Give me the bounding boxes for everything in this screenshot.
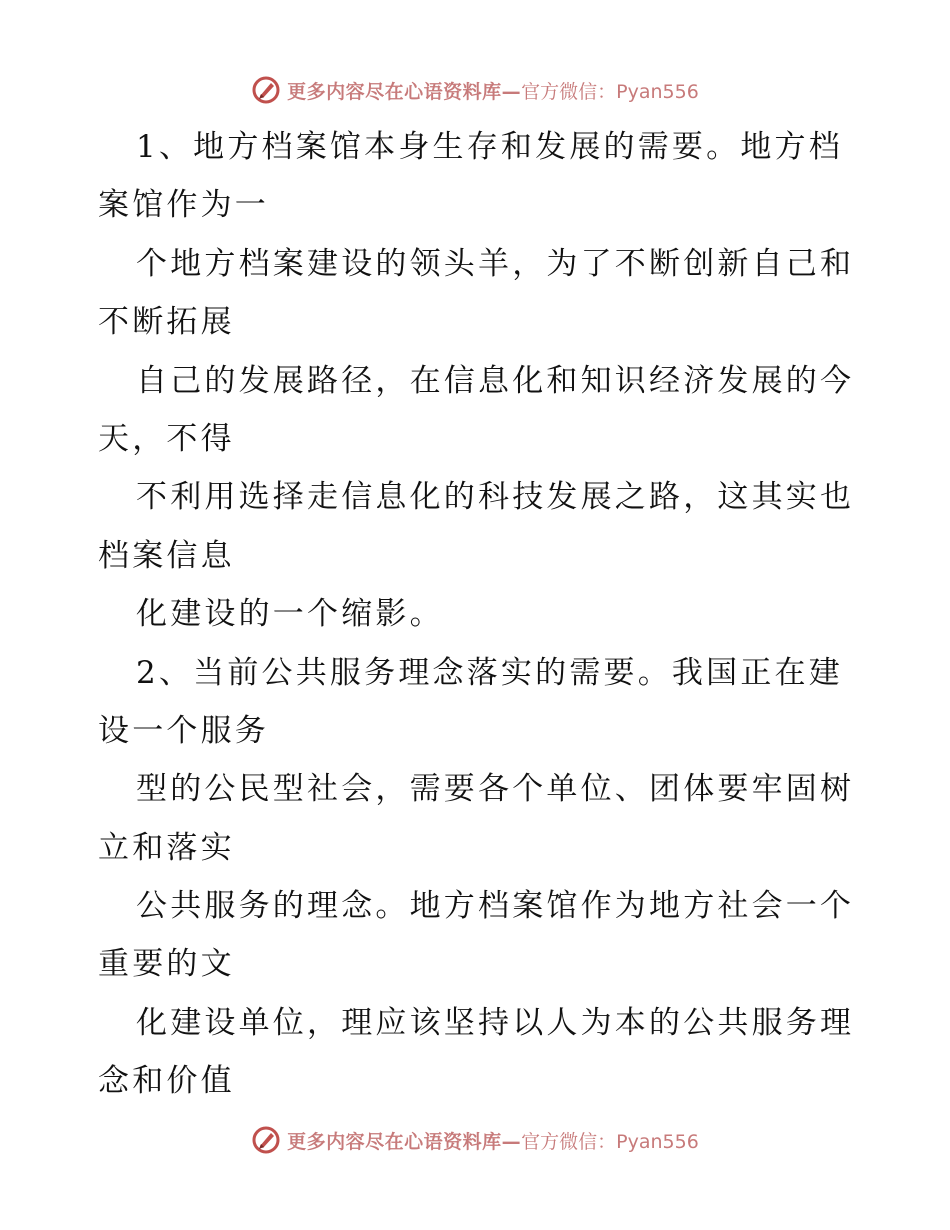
header-banner <box>0 70 950 110</box>
pen-logo-icon <box>251 1125 281 1155</box>
text-line: 档案信息 <box>98 537 235 574</box>
text-line: 不断拓展 <box>98 304 235 341</box>
document-body <box>98 118 858 1111</box>
text-line: 天，不得 <box>98 420 235 457</box>
text-line: 化建设的一个缩影。 <box>136 596 444 633</box>
text-line: 型的公民型社会，需要各个单位、团体要牢固树 <box>136 771 855 808</box>
text-line: 案馆作为一 <box>98 187 269 224</box>
text-line: 公共服务的理念。地方档案馆作为地方社会一个 <box>136 888 855 925</box>
text-line: 个地方档案建设的领头羊，为了不断创新自己和 <box>136 245 855 282</box>
text-line: 2、当前公共服务理念落实的需要。我国正在建 <box>136 654 843 691</box>
text-line: 念和价值 <box>98 1063 235 1100</box>
text-line: 立和落实 <box>98 829 235 866</box>
pen-logo-icon <box>251 75 281 105</box>
text-line: 自己的发展路径，在信息化和知识经济发展的今 <box>136 362 855 399</box>
header-banner-wechat: 官方微信：Pyan556 <box>521 80 699 103</box>
text-line: 化建设单位，理应该坚持以人为本的公共服务理 <box>136 1004 855 1041</box>
text-line: 1、地方档案馆本身生存和发展的需要。地方档 <box>136 129 843 165</box>
footer-banner-text: 更多内容尽在心语资料库— <box>287 1130 522 1153</box>
text-line: 设一个服务 <box>98 712 269 749</box>
text-line: 重要的文 <box>98 946 235 983</box>
footer-banner <box>0 1120 950 1160</box>
header-banner-text: 更多内容尽在心语资料库— <box>287 80 522 103</box>
text-line: 不利用选择走信息化的科技发展之路，这其实也 <box>136 479 855 516</box>
footer-banner-wechat: 官方微信：Pyan556 <box>521 1130 699 1153</box>
